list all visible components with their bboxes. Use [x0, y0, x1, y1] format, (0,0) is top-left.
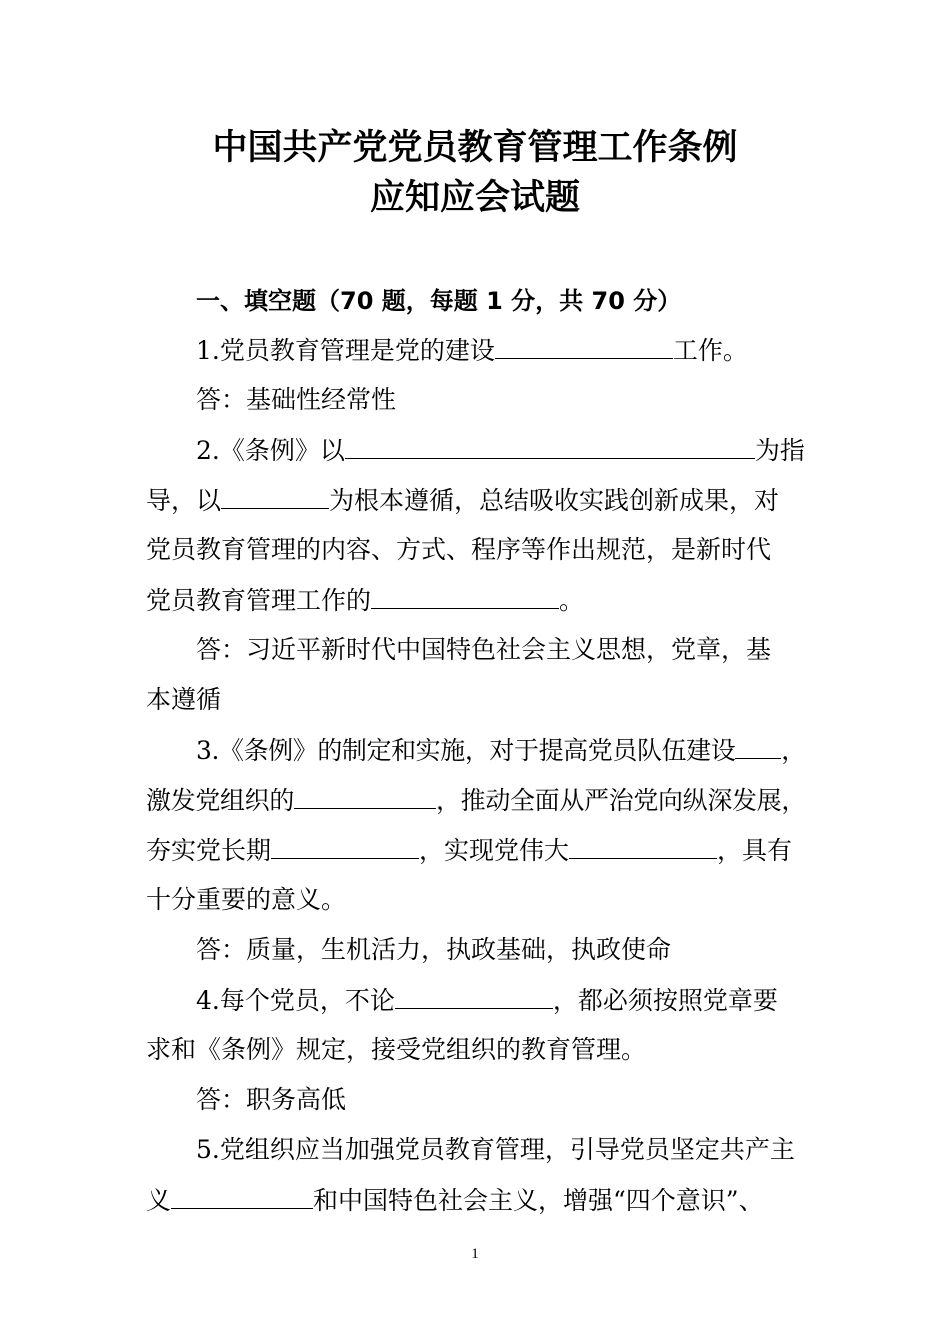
- text-segment: ，: [781, 736, 806, 765]
- text-segment: 答：职务高低: [196, 1085, 347, 1114]
- text-segment: ，具有: [717, 836, 793, 865]
- answer-blank: [495, 334, 673, 359]
- text-segment: 5.党组织应当加强党员教育管理，引导党员坚定共产主: [196, 1135, 795, 1164]
- question-1-line: [196, 334, 748, 367]
- text-segment: 夯实党长期: [146, 836, 272, 865]
- question-3-line: [146, 884, 346, 916]
- page-number: 1: [471, 1246, 479, 1262]
- text-segment: 十分重要的意义。: [146, 885, 347, 914]
- answer-blank: [735, 734, 781, 759]
- answer-blank: [294, 784, 436, 809]
- text-segment: ，都必须按照党章要: [552, 986, 778, 1015]
- question-4-line: [196, 984, 778, 1017]
- answer-4-line: [196, 1084, 346, 1116]
- text-segment: 本遵循: [146, 685, 222, 714]
- question-5-line: [146, 1184, 764, 1217]
- text-segment: 工作。: [672, 336, 748, 365]
- question-2-line: [146, 584, 584, 617]
- text-segment: 激发党组织的: [146, 786, 295, 815]
- answer-blank: [221, 484, 329, 509]
- text-segment: 为指: [754, 436, 805, 465]
- text-segment: ，推动全面从严治党向纵深发展，: [436, 786, 807, 815]
- question-2-line: [146, 484, 779, 517]
- question-2-line: [196, 434, 805, 467]
- question-3-line: [196, 734, 806, 767]
- text-segment: 党员教育管理的内容、方式、程序等作出规范，是新时代: [146, 535, 772, 564]
- text-segment: 4.每个党员，不论: [196, 986, 395, 1015]
- text-segment: 导，以: [146, 486, 222, 515]
- answer-blank: [271, 834, 419, 859]
- text-segment: 党员教育管理工作的: [146, 586, 372, 615]
- text-segment: 和中国特色社会主义，增强“四个意识”、: [313, 1186, 764, 1215]
- text-segment: 2.《条例》以: [196, 436, 345, 465]
- answer-2-line: [196, 634, 771, 666]
- answer-blank: [395, 984, 553, 1009]
- question-4-line: [146, 1034, 646, 1066]
- answer-2-line: [146, 684, 221, 716]
- document-title-line-2: 应知应会试题: [369, 178, 580, 218]
- answer-1-line: [196, 384, 396, 416]
- text-segment: 求和《条例》规定，接受党组织的教育管理。: [146, 1035, 647, 1064]
- question-3-line: [146, 784, 806, 817]
- text-segment: 1.党员教育管理是党的建设: [196, 336, 495, 365]
- question-5-line: [196, 1134, 795, 1166]
- answer-blank: [371, 584, 559, 609]
- answer-blank: [171, 1184, 313, 1209]
- section-heading: 一、填空题（70 题，每题 1 分，共 70 分）: [196, 287, 682, 315]
- text-segment: ，实现党伟大: [419, 836, 570, 865]
- text-segment: 义: [146, 1186, 172, 1215]
- text-segment: 为根本遵循，总结吸收实践创新成果，对: [329, 486, 780, 515]
- document-title-line-1: 中国共产党党员教育管理工作条例: [212, 128, 738, 168]
- answer-3-line: [196, 934, 671, 966]
- text-segment: 答：质量，生机活力，执政基础，执政使命: [196, 935, 672, 964]
- text-segment: 答：基础性经常性: [196, 385, 397, 414]
- answer-blank: [345, 434, 755, 459]
- text-segment: 。: [559, 586, 585, 615]
- text-segment: 3.《条例》的制定和实施，对于提高党员队伍建设: [196, 736, 736, 765]
- question-2-line: [146, 534, 771, 566]
- answer-blank: [569, 834, 717, 859]
- text-segment: 答：习近平新时代中国特色社会主义思想，党章，基: [196, 635, 772, 664]
- question-3-line: [146, 834, 792, 867]
